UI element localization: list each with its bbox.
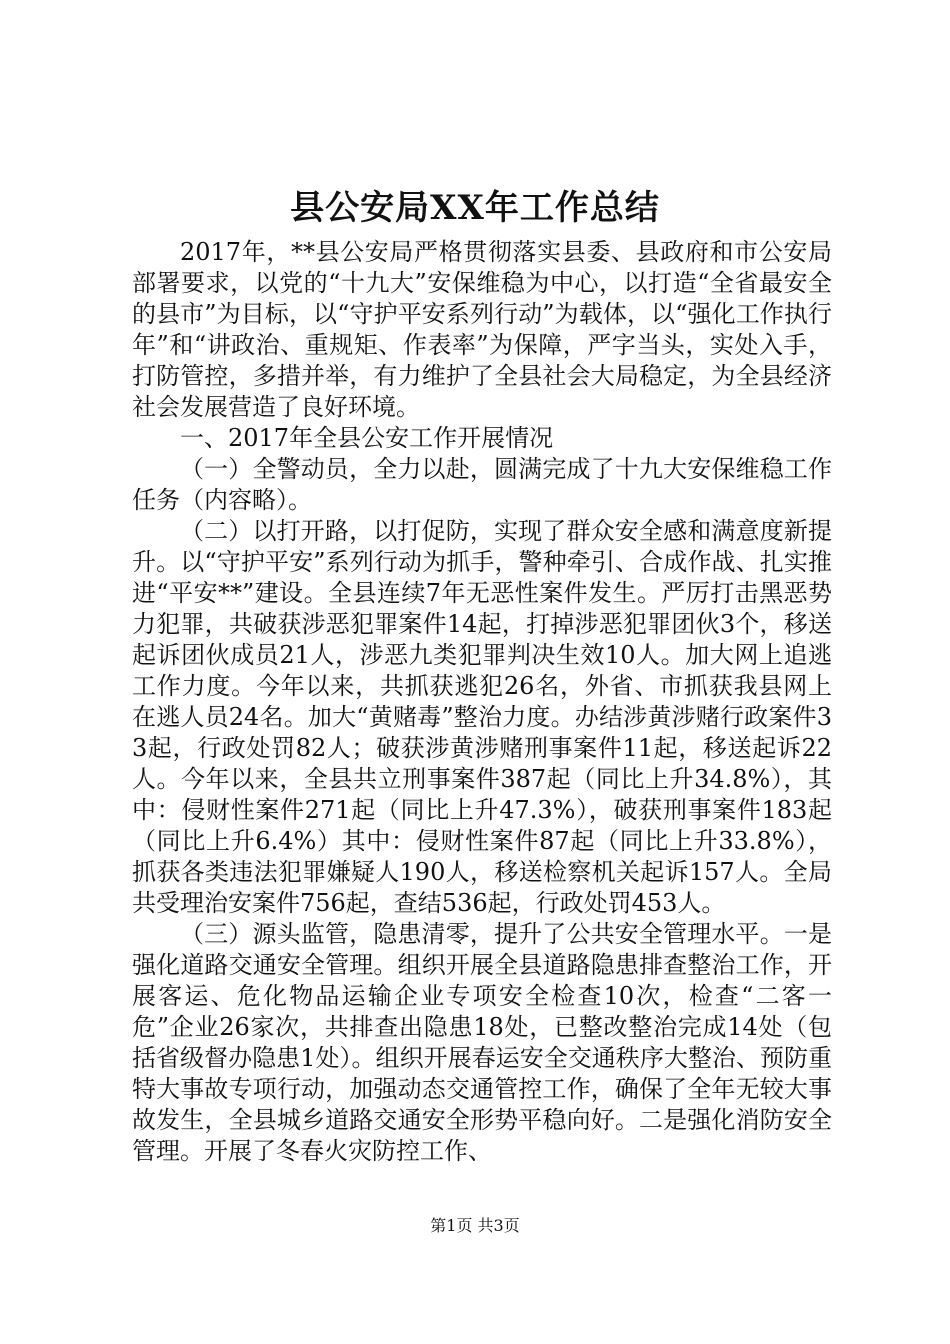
paragraph-subsection-1: （一）全警动员，全力以赴，圆满完成了十九大安保维稳工作任务（内容略）。 (132, 455, 832, 514)
page-footer: 第1页 共3页 (430, 1216, 520, 1235)
paragraph-subsection-2: （二）以打开路，以打促防，实现了群众安全感和满意度新提升。以“守护平安”系列行动为抓手，警种牵引、合成作战、扎实推进“平安**”建设。全县连续7年无恶性案件发生。严厉打击黑恶势力犯罪，共破获涉恶犯罪案件14起，打掉涉恶犯罪团伙3个，移送起诉团伙成员21人，涉恶九类犯罪判决生效10人。加大网上追逃工作力度。今年以来，共抓获逃犯26名，外省、市抓获我县网上在逃人员24名。加大“黄赌毒”整治力度。办结涉黄涉赌行政案件33起，行政处罚82人；破获涉黄涉赌刑事案件11起，移送起诉22人。今年以来，全县共立刑事案件387起（同比上升34.8%），其中：侵财性案件271起（同比上升47.3%），破获刑事案件183起（同比上升6.4%）其中：侵财性案件87起（同比上升33.8%），抓获各类违法犯罪嫌疑人190人，移送检察机关起诉157人。全局共受理治安案件756起，查结536起，行政处罚453人。 (132, 517, 832, 917)
document-body (132, 237, 832, 1167)
paragraph-intro: 2017年，**县公安局严格贯彻落实县委、县政府和市公安局部署要求，以党的“十九大”安保维稳为中心，以打造“全省最安全的县市”为目标，以“守护平安系列行动”为载体，以“强化工作执行年”和“讲政治、重规矩、作表率”为保障，严字当头，实处入手，打防管控，多措并举，有力维护了全县社会大局稳定，为全县经济社会发展营造了良好环境。 (132, 238, 832, 421)
section-heading-1: 一、2017年全县公安工作开展情况 (180, 424, 554, 452)
paragraph-subsection-3: （三）源头监管，隐患清零，提升了公共安全管理水平。一是强化道路交通安全管理。组织开展全县道路隐患排查整治工作，开展客运、危化物品运输企业专项安全检查10次，检查“二客一危”企业26家次，共排查出隐患18处，已整改整治完成14处（包括省级督办隐患1处）。组织开展春运安全交通秩序大整治、预防重特大事故专项行动，加强动态交通管控工作，确保了全年无较大事故发生，全县城乡道路交通安全形势平稳向好。二是强化消防安全管理。开展了冬春火灾防控工作、 (132, 920, 832, 1165)
document-title: 县公安局XX年工作总结 (290, 188, 660, 228)
